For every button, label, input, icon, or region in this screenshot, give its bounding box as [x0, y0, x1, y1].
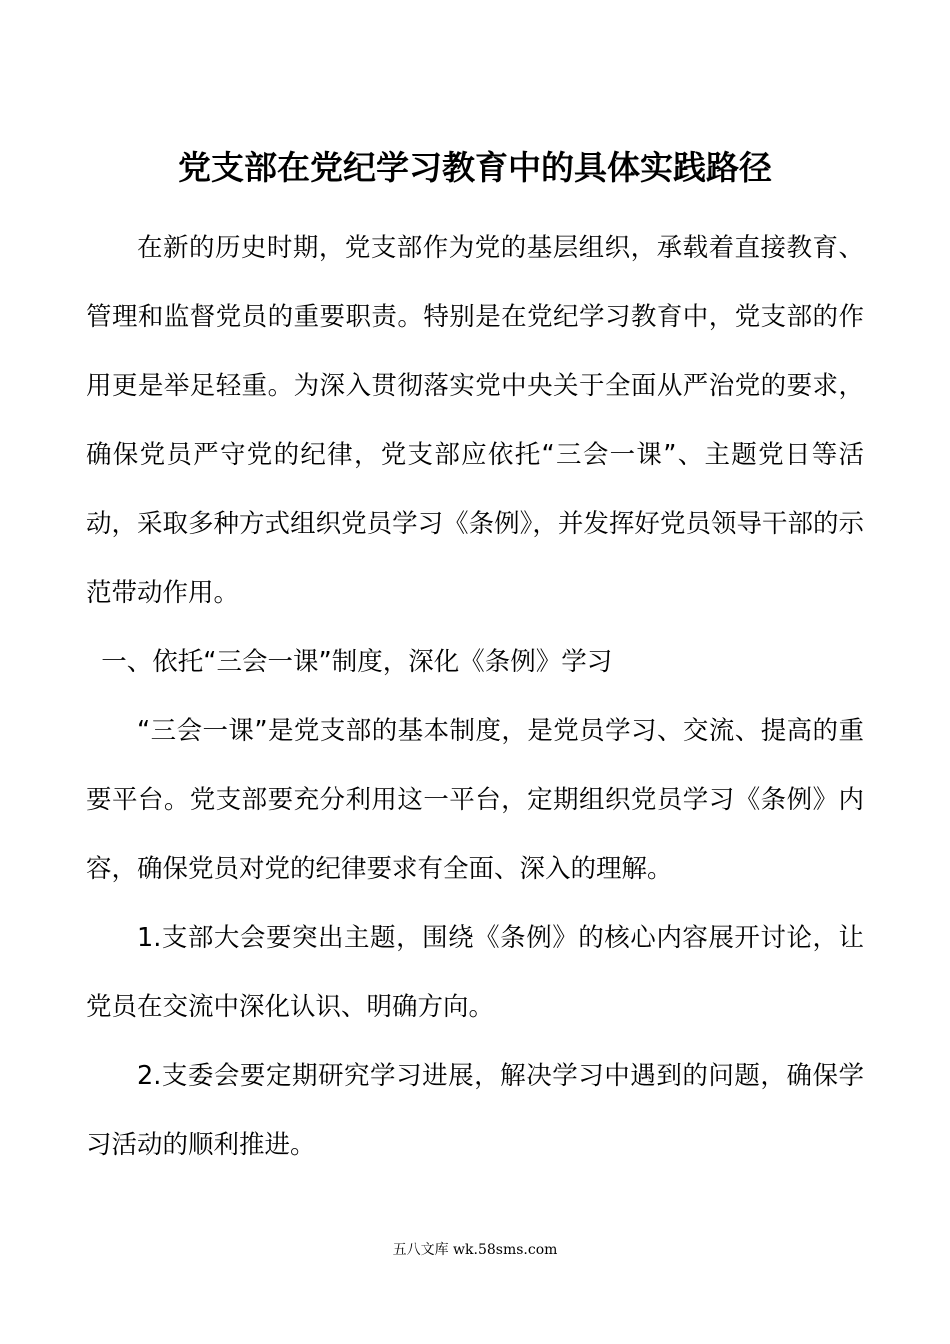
list-item-2: 2.支委会要定期研究学习进展，解决学习中遇到的问题，确保学习活动的顺利推进。 — [86, 1061, 864, 1160]
document-title: 党支部在党纪学习教育中的具体实践路径 — [178, 148, 772, 187]
section-heading-1: 一、依托“三会一课”制度，深化《条例》学习 — [101, 647, 613, 677]
page-footer: 五八文库 wk.58sms.com — [392, 1242, 558, 1258]
list-item-1: 1.支部大会要突出主题，围绕《条例》的核心内容展开讨论，让党员在交流中深化认识、明确方向。 — [86, 923, 864, 1022]
section-1-paragraph: “三会一课”是党支部的基本制度，是党员学习、交流、提高的重要平台。党支部要充分利用这一平台，定期组织党员学习《条例》内容，确保党员对党的纪律要求有全面、深入的理解。 — [86, 716, 864, 884]
intro-paragraph: 在新的历史时期，党支部作为党的基层组织，承载着直接教育、管理和监督党员的重要职责。特别是在党纪学习教育中，党支部的作用更是举足轻重。为深入贯彻落实党中央关于全面从严治党的要求，确保党员严守党的纪律，党支部应依托“三会一课”、主题党日等活动，采取多种方式组织党员学习《条例》，并发挥好党员领导干部的示范带动作用。 — [86, 233, 864, 608]
document-body — [86, 214, 864, 1180]
